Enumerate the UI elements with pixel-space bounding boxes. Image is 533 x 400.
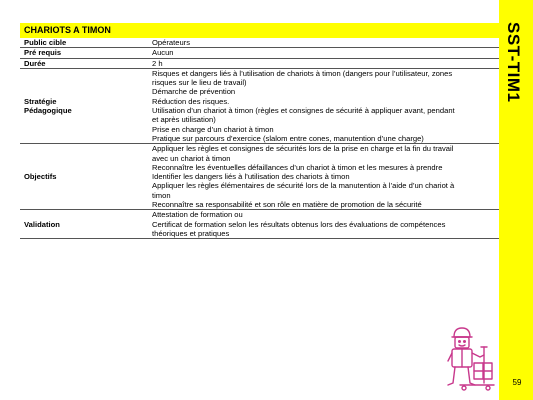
row-line: Pratique sur parcours d’exercice (slalom entre cones, manutention d’une charge) [152,133,424,143]
row-label-line: Stratégie [24,96,57,106]
row-label [20,69,148,143]
row-label: Durée [24,58,46,68]
row-line: Risques et dangers liés à l’utilisation de chariots à timon (dangers pour l’utilisateur, zones [152,68,453,78]
row-label: Pré requis [24,48,62,58]
page-title: CHARIOTS A TIMON [24,25,111,35]
row-line: Certificat de formation selon les résultats obtenus lors des évaluations de compétences [152,219,446,229]
row-value [148,59,499,68]
row-label: Objectifs [24,172,57,182]
row-line: Utilisation d’un chariot à timon (règles et consignes de sécurité à appliquer avant, pendant [152,106,455,116]
row-line: Appliquer les règles et consignes de sécurités lors de la prise en charge et la fin du travail [152,144,454,154]
row-line: risques sur le lieu de travail) [152,78,247,88]
table-row [20,38,499,48]
table-row [20,69,499,144]
row-value [148,48,499,57]
table-row [20,144,499,210]
row-line: Opérateurs [152,38,190,47]
page-number: 59 [512,378,522,387]
row-line: Identifier les dangers liés à l’utilisation des chariots à timon [152,172,350,182]
course-table [20,38,499,239]
row-line: Appliquer les règles élémentaires de sécurité lors de la manutention à l’aide d’un chariot à [152,181,455,191]
row-label: Public cible [24,38,67,47]
row-line: Réduction des risques. [152,96,230,106]
course-code: SST-TIM1 [504,22,523,103]
row-line: avec un chariot à timon [152,153,231,163]
row-label: Validation [24,219,60,229]
row-line: timon [152,190,171,200]
row-value [148,69,499,143]
row-line: théoriques et pratiques [152,228,230,238]
row-line: Reconnaître les éventuelles défaillances d’un chariot à timon et les mesures à prendre [152,162,443,172]
row-value [148,38,499,47]
row-line: Aucun [152,48,174,58]
row-value [148,144,499,209]
row-line: et après utilisation) [152,115,216,125]
table-row [20,59,499,69]
row-line: Attestation de formation ou [152,210,243,220]
table-row [20,210,499,239]
row-label-line: Pédagogique [24,106,72,116]
row-line: Démarche de prévention [152,87,236,97]
worker-pushing-pallet-truck-icon [440,325,496,391]
table-row [20,48,499,58]
title-bar [20,23,499,38]
row-line: Prise en charge d’un chariot à timon [152,124,274,134]
row-line: 2 h [152,58,163,68]
row-value [148,210,499,238]
row-line: Reconnaître sa responsabilité et son rôle en matière de promotion de la sécurité [152,200,422,210]
